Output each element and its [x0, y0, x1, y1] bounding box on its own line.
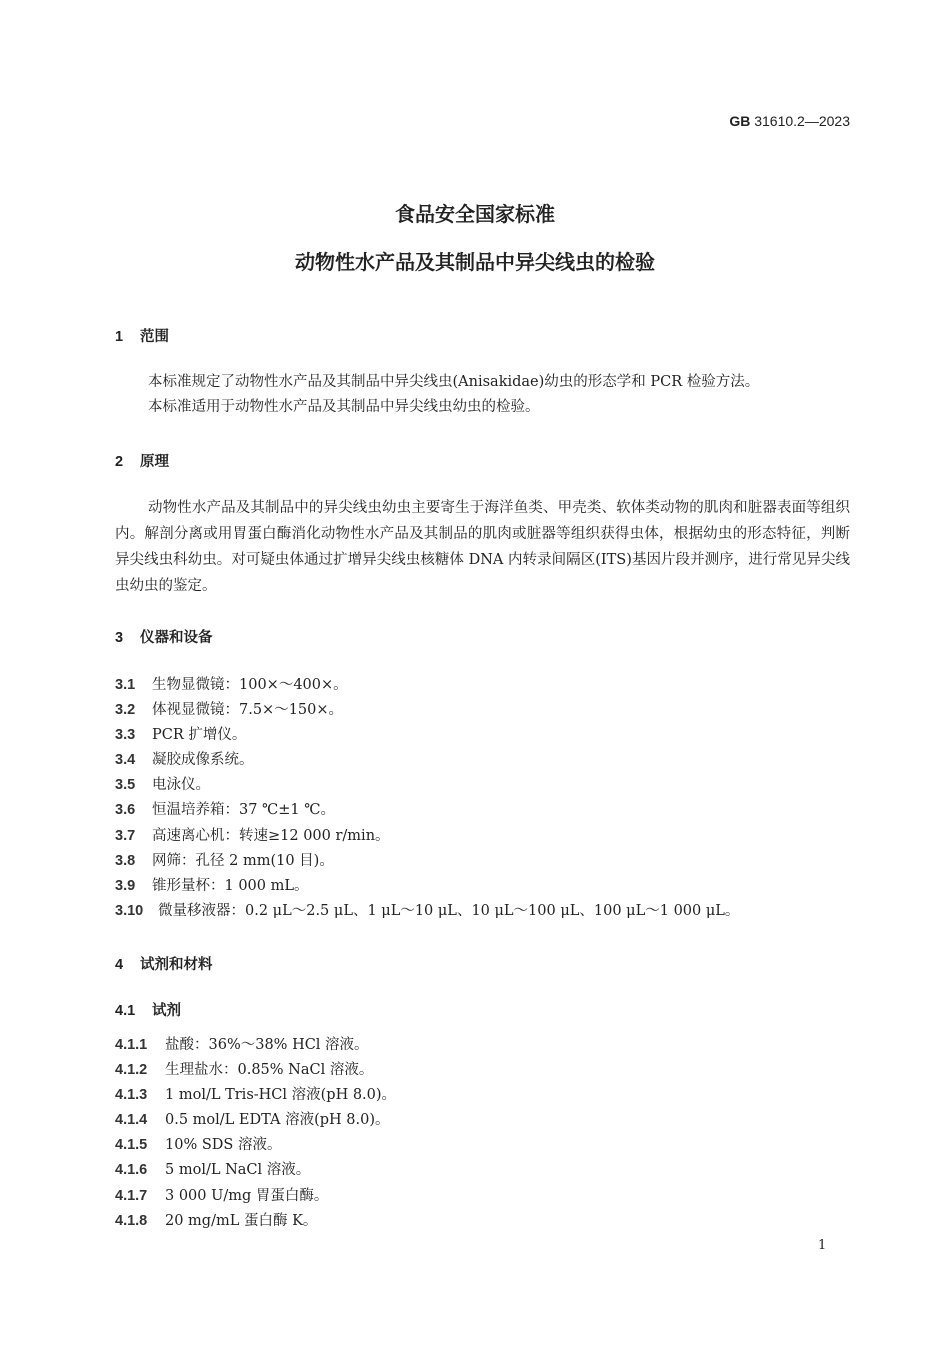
- item-number: 3.1: [115, 677, 136, 693]
- item-number: 4.1.7: [115, 1187, 148, 1204]
- item-number: 3.8: [115, 852, 136, 869]
- list-item: [115, 1209, 396, 1234]
- item-number: 4.1.1: [115, 1037, 148, 1053]
- list-item: [115, 1133, 396, 1158]
- item-text: 盐酸：36%～38% HCl 溶液。: [165, 1037, 369, 1053]
- item-number: 4.1.3: [115, 1087, 148, 1104]
- list-item: [115, 748, 739, 773]
- section-heading-1: 1 范围: [115, 329, 169, 345]
- subsection-heading-4-1: 4.1 试剂: [115, 1003, 181, 1019]
- section-1-body: 本标准规定了动物性水产品及其制品中异尖线虫(Anisakidae)幼虫的形态学和 PCR 检验方法。 本标准适用于动物性水产品及其制品中异尖线虫幼虫的检验。: [148, 374, 760, 415]
- list-item: [115, 673, 739, 698]
- list-item: [115, 1108, 396, 1133]
- section-heading-4: 4 试剂和材料: [115, 957, 213, 973]
- item-number: 4.1.5: [115, 1137, 148, 1154]
- list-item: [115, 1083, 396, 1108]
- item-text: 0.5 mol/L EDTA 溶液(pH 8.0)。: [165, 1112, 390, 1129]
- item-text: 恒温培养箱：37 ℃±1 ℃。: [152, 802, 335, 819]
- item-text: 高速离心机：转速≥12 000 r/min。: [152, 827, 390, 844]
- item-text: 凝胶成像系统。: [152, 752, 254, 769]
- standard-number: GB 31610.2—2023: [729, 113, 850, 129]
- item-text: 网筛：孔径 2 mm(10 目)。: [152, 852, 334, 869]
- document-title: 食品安全国家标准: [395, 202, 555, 226]
- item-number: 3.10: [115, 902, 144, 919]
- item-number: 4.1.6: [115, 1162, 148, 1179]
- list-item: [115, 899, 739, 924]
- item-text: 1 mol/L Tris-HCl 溶液(pH 8.0)。: [165, 1087, 397, 1104]
- item-number: 3.5: [115, 777, 136, 794]
- equipment-list: [115, 673, 739, 924]
- item-text: 生物显微镜：100×～400×。: [152, 677, 348, 693]
- list-item: [115, 874, 739, 899]
- item-text: 10% SDS 溶液。: [165, 1137, 282, 1154]
- list-item: [115, 824, 739, 849]
- item-number: 3.9: [115, 877, 136, 894]
- list-item: [115, 698, 739, 723]
- list-item: [115, 849, 739, 874]
- item-text: 20 mg/mL 蛋白酶 K。: [165, 1212, 318, 1229]
- item-text: 微量移液器：0.2 μL～2.5 μL、1 μL～10 μL、10 μL～100 μL、100 μL～1 000 μL。: [158, 902, 740, 919]
- item-text: 电泳仪。: [152, 777, 210, 794]
- list-item: [115, 1184, 396, 1209]
- list-item: [115, 1033, 396, 1058]
- item-text: 3 000 U/mg 胃蛋白酶。: [165, 1187, 329, 1204]
- item-text: 体视显微镜：7.5×～150×。: [152, 702, 344, 719]
- item-text: 锥形量杯：1 000 mL。: [152, 877, 309, 894]
- item-number: 3.6: [115, 802, 136, 819]
- list-item: [115, 723, 739, 748]
- item-number: 4.1.8: [115, 1212, 148, 1229]
- reagent-list: [115, 1033, 396, 1234]
- list-item: [115, 1058, 396, 1083]
- list-item: [115, 1158, 396, 1183]
- item-number: 3.4: [115, 752, 136, 769]
- section-heading-2: 2 原理: [115, 454, 169, 470]
- item-number: 3.7: [115, 827, 136, 844]
- item-number: 3.3: [115, 727, 136, 744]
- item-number: 4.1.2: [115, 1062, 148, 1079]
- list-item: [115, 773, 739, 798]
- item-text: 5 mol/L NaCl 溶液。: [165, 1162, 311, 1179]
- page-number: 1: [818, 1238, 827, 1253]
- document-subtitle: 动物性水产品及其制品中异尖线虫的检验: [295, 250, 655, 274]
- item-text: 生理盐水：0.85% NaCl 溶液。: [165, 1062, 374, 1079]
- item-number: 4.1.4: [115, 1112, 148, 1129]
- section-2-body: 动物性水产品及其制品中的异尖线虫幼虫主要寄生于海洋鱼类、甲壳类、软体类动物的肌肉和脏器表面等组织内。解剖分离或用胃蛋白酶消化动物性水产品及其制品的肌肉或脏器等组织获得虫体，根据幼虫的形态特征，判断异尖线虫科幼虫。对可疑虫体通过扩增异尖线虫核糖体 DNA 内转录间隔区(ITS)基因片段并测序，进行常见异尖线虫幼虫的鉴定。: [115, 500, 850, 594]
- section-heading-3: 3 仪器和设备: [115, 630, 213, 646]
- item-text: PCR 扩增仪。: [152, 727, 247, 744]
- list-item: [115, 798, 739, 823]
- item-number: 3.2: [115, 702, 136, 719]
